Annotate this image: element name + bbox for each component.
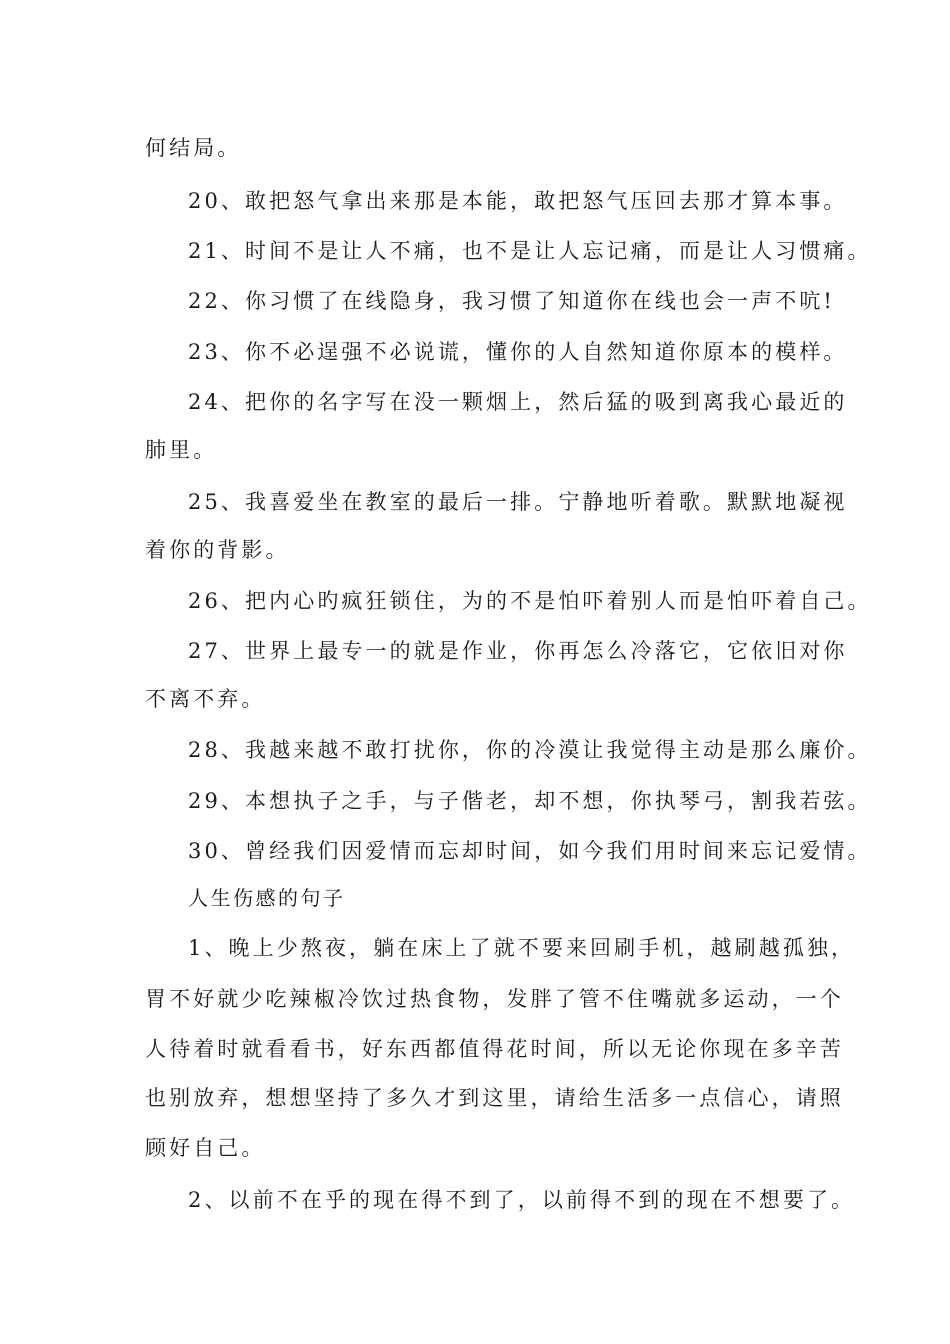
text-line: 胃不好就少吃辣椒冷饮过热食物，发胖了管不住嘴就多运动，一个: [145, 987, 844, 1011]
text-line: 不离不弃。: [145, 687, 266, 711]
text-line: 何结局。: [145, 136, 242, 160]
text-line: 着你的背影。: [145, 538, 290, 562]
text-line: 21、时间不是让人不痛，也不是让人忘记痛，而是让人习惯痛。: [188, 239, 872, 263]
text-line: 29、本想执子之手，与子偕老，却不想，你执琴弓，割我若弦。: [188, 789, 872, 813]
text-line: 肺里。: [145, 438, 218, 462]
text-line: 也别放弃，想想坚持了多久才到这里，请给生活多一点信心，请照: [145, 1086, 844, 1110]
text-line: 20、敢把怒气拿出来那是本能，敢把怒气压回去那才算本事。: [188, 189, 848, 213]
text-line: 27、世界上最专一的就是作业，你再怎么冷落它，它依旧对你: [188, 639, 848, 663]
text-line: 人待着时就看看书，好东西都值得花时间，所以无论你现在多辛苦: [145, 1037, 844, 1061]
text-line: 28、我越来越不敢打扰你，你的冷漠让我觉得主动是那么廉价。: [188, 738, 872, 762]
text-line: 2、以前不在乎的现在得不到了，以前得不到的现在不想要了。: [188, 1188, 856, 1212]
section-heading: 人生伤感的句子: [188, 886, 346, 910]
text-line: 23、你不必逞强不必说谎，懂你的人自然知道你原本的模样。: [188, 340, 848, 364]
text-line: 26、把内心旳疯狂锁住，为的不是怕吓着别人而是怕吓着自己。: [188, 589, 872, 613]
text-line: 24、把你的名字写在没一颗烟上，然后猛的吸到离我心最近的: [188, 390, 848, 414]
text-line: 30、曾经我们因爱情而忘却时间，如今我们用时间来忘记爱情。: [188, 839, 872, 863]
text-line: 顾好自己。: [145, 1136, 266, 1160]
text-line: 25、我喜爱坐在教室的最后一排。宁静地听着歌。默默地凝视: [188, 490, 848, 514]
text-line: 22、你习惯了在线隐身，我习惯了知道你在线也会一声不吭!: [188, 289, 835, 313]
text-line: 1、晚上少熬夜，躺在床上了就不要来回刷手机，越刷越孤独，: [188, 936, 856, 960]
